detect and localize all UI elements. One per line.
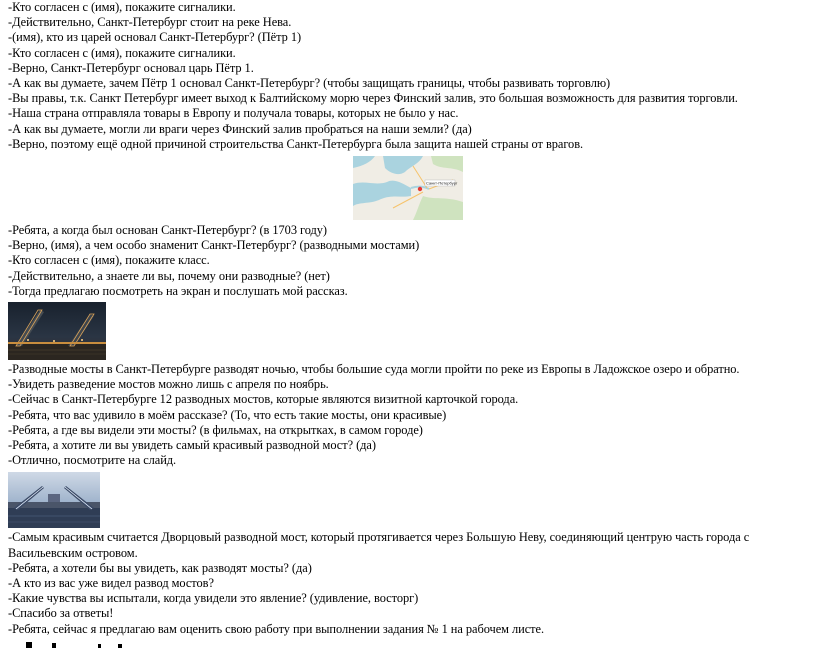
text-line: -А как вы думаете, зачем Пётр 1 основал Санкт-Петербург? (чтобы защищать границы, чтобы развивать торговлю) [8, 76, 611, 91]
paragraph-block-2 [8, 223, 808, 299]
night-bridge-graphic [8, 302, 106, 360]
text-line: -А как вы думаете, могли ли враги через Финский залив пробраться на наши земли? (да) [8, 121, 472, 136]
text-line: -Отлично, посмотрите на слайд. [8, 453, 177, 468]
text-line: -А кто из вас уже видел развод мостов? [8, 576, 214, 591]
document-page [8, 0, 808, 637]
text-line: -Сейчас в Санкт-Петербурге 12 разводных мостов, которые являются визитной карточкой города. [8, 392, 519, 407]
text-line: -Ребята, что вас удивило в моём рассказе? (То, что есть такие мосты, они красивые) [8, 407, 447, 422]
text-line: -Тогда предлагаю посмотреть на экран и послушать мой рассказ. [8, 283, 348, 298]
paragraph-block-1 [8, 0, 808, 152]
text-line: -Верно, поэтому ещё одной причиной строительства Санкт-Петербурга была защита нашей страны от врагов. [8, 136, 584, 151]
text-line: -Ребята, а хотели бы вы увидеть, как разводят мосты? (да) [8, 560, 312, 575]
text-line: -Наша страна отправляла товары в Европу и получала товары, которых не было у нас. [8, 106, 459, 121]
map-image [353, 156, 463, 220]
paragraph-block-3 [8, 362, 808, 468]
text-line: -Ребята, а когда был основан Санкт-Петербург? (в 1703 году) [8, 223, 328, 238]
text-line: -Верно, Санкт-Петербург основал царь Пётр 1. [8, 60, 254, 75]
text-line: -Ребята, сейчас я предлагаю вам оценить свою работу при выполнении задания № 1 на рабочем листе. [8, 621, 545, 636]
text-line: -Ребята, а где вы видели эти мосты? (в фильмах, на открытках, в самом городе) [8, 422, 423, 437]
palace-bridge-graphic [8, 472, 100, 528]
text-line: -Ребята, а хотите ли вы увидеть самый красивый разводной мост? (да) [8, 438, 376, 453]
paragraph-block-4 [8, 530, 808, 636]
text-line: -Действительно, Санкт-Петербург стоит на реке Нева. [8, 15, 292, 30]
text-line: -Верно, (имя), а чем особо знаменит Санкт-Петербург? (разводными мостами) [8, 238, 420, 253]
palace-bridge-photo [8, 472, 100, 528]
text-line: -Разводные мосты в Санкт-Петербурге разводят ночью, чтобы большие суда могли пройти по реке из Европы в Ладожское озеро и обратно. [8, 362, 740, 377]
text-line: -Какие чувства вы испытали, когда увидели это явление? (удивление, восторг) [8, 591, 419, 606]
night-bridge-photo [8, 302, 106, 360]
text-line: -Спасибо за ответы! [8, 606, 114, 621]
map-marker-label: Санкт-Петербург [426, 180, 458, 186]
map-pin-icon [418, 187, 422, 191]
text-line: -Кто согласен с (имя), покажите сигналики. [8, 0, 236, 14]
text-line: -(имя), кто из царей основал Санкт-Петербург? (Пётр 1) [8, 30, 302, 45]
cut-off-line-fragment [8, 638, 208, 650]
text-line: -Увидеть разведение мостов можно лишь с апреля по ноябрь. [8, 377, 329, 392]
text-line: -Кто согласен с (имя), покажите класс. [8, 253, 210, 268]
text-line: -Действительно, а знаете ли вы, почему они разводные? (нет) [8, 268, 330, 283]
text-line: -Кто согласен с (имя), покажите сигналики. [8, 45, 236, 60]
map-graphic [353, 156, 463, 220]
text-line: -Вы правы, т.к. Санкт Петербург имеет выход к Балтийскому морю через Финский залив, это большая возможность для развития торговли. [8, 91, 738, 106]
text-line: -Самым красивым считается Дворцовый разводной мост, который протягивается через Большую Неву, соединяющий центрую часть города с Васильевским островом. [8, 530, 750, 560]
